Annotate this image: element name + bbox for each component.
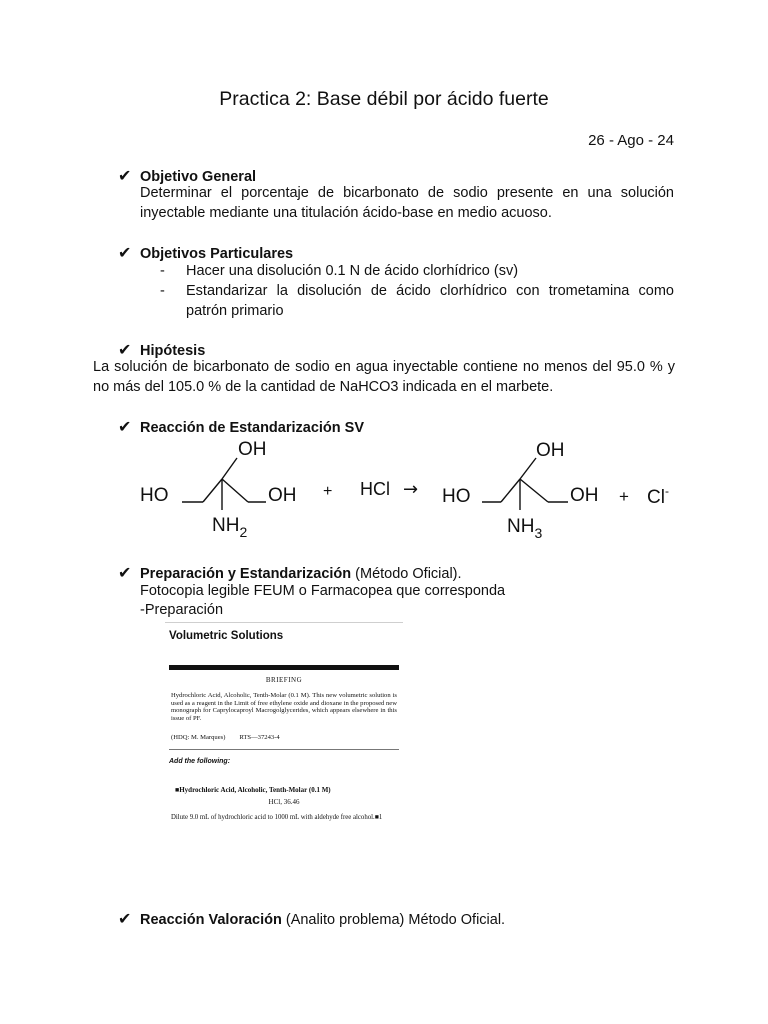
protonated-trometamine-structure — [482, 458, 568, 510]
checkmark-icon: ✔ — [118, 565, 132, 582]
scan-formula: HCl, 36.46 — [268, 798, 300, 806]
preparacion-line: Fotocopia legible FEUM o Farmacopea que corresponda — [140, 583, 506, 599]
list-item — [160, 281, 674, 321]
ho-left-label: HO — [442, 486, 471, 507]
section-reaccion-valoracion — [118, 909, 505, 929]
scan-hdq-text: (HDQ: M. Marques) — [171, 734, 226, 741]
divider — [169, 749, 399, 750]
section-heading: Hipótesis — [140, 343, 206, 359]
ho-left-label: HO — [140, 485, 169, 506]
section-heading-suffix: (Método Oficial). — [351, 566, 462, 582]
oh-right-label: OH — [570, 485, 599, 506]
section-heading: Objetivos Particulares — [140, 246, 294, 262]
reaction-arrow-icon: → — [403, 479, 419, 500]
scan-briefing-text: Hydrochloric Acid, Alcoholic, Tenth-Molar (0.1 M). This new volumetric solution is used as a reagent in the Limit of free ethylene oxide and dioxane in the proposed new monograph for Caprylocaproyl Macrogolglycerides, which appears elsewhere in this issue of PF. — [171, 692, 397, 722]
divider — [169, 665, 399, 670]
scan-dilute-text: Dilute 9.0 mL of hydrochloric acid to 1000 mL with aldehyde free alcohol.■1 — [171, 814, 383, 821]
hcl-label: HCl — [360, 479, 390, 499]
checkmark-icon: ✔ — [118, 911, 132, 928]
section-heading: Objetivo General — [140, 169, 257, 185]
objetivo-general-text: Determinar el porcentaje de bicarbonato de sodio presente en una solución inyectable mediante una titulación ácido-base en medio acuoso. — [140, 185, 674, 221]
chloride-superscript: - — [664, 484, 669, 498]
oh-right-label: OH — [268, 485, 297, 506]
checkmark-icon: ✔ — [118, 419, 132, 436]
section-heading: Reacción Valoración — [140, 912, 282, 928]
dash-bullet: - — [160, 283, 165, 299]
oh-top-label: OH — [536, 440, 565, 461]
pharmacopeia-photocopy — [165, 622, 403, 848]
section-heading: Preparación y Estandarización — [140, 566, 352, 582]
checkmark-icon: ✔ — [118, 245, 132, 262]
plus-sign: + — [619, 487, 629, 506]
scan-rts: RTS—37243-4 — [239, 734, 280, 741]
checkmark-icon: ✔ — [118, 342, 132, 359]
section-objetivos-particulares — [118, 243, 293, 263]
section-heading: Reacción de Estandarización SV — [140, 420, 365, 436]
section-heading-suffix: (Analito problema) Método Oficial. — [281, 912, 506, 928]
reaction-scheme — [130, 432, 690, 550]
scan-monograph-title: ■Hydrochloric Acid, Alcoholic, Tenth-Molar (0.1 M) — [175, 786, 331, 794]
scan-hdq — [171, 734, 280, 741]
list-item-text: Hacer una disolución 0.1 N de ácido clorhídrico (sv) — [186, 263, 519, 279]
list-item — [160, 261, 674, 281]
divider — [165, 622, 403, 623]
dash-bullet: - — [160, 263, 165, 279]
ammonium-label — [507, 516, 542, 541]
amine-subscript: 2 — [239, 524, 248, 540]
amine-text: NH — [507, 516, 535, 537]
scan-briefing-label: BRIEFING — [265, 676, 303, 684]
checkmark-icon: ✔ — [118, 168, 132, 185]
chloride-text: Cl — [647, 487, 665, 508]
trometamine-structure — [182, 458, 266, 510]
chloride-label — [647, 484, 669, 508]
amine-label — [212, 515, 247, 540]
date: 26 - Ago - 24 — [588, 132, 674, 149]
amine-subscript: 3 — [534, 525, 543, 541]
amine-text: NH — [212, 515, 240, 536]
plus-sign: + — [323, 483, 333, 500]
page-title: Practica 2: Base débil por ácido fuerte — [219, 88, 549, 110]
oh-top-label: OH — [238, 439, 267, 460]
preparacion-subheading: -Preparación — [140, 602, 224, 618]
scan-title: Volumetric Solutions — [169, 630, 284, 642]
hipotesis-text: La solución de bicarbonato de sodio en agua inyectable contiene no menos del 95.0 % y no más del 105.0 % de la cantidad de NaHCO3 indicada en el marbete. — [93, 359, 675, 395]
scan-add-following: Add the following: — [169, 758, 231, 765]
section-preparacion — [118, 563, 462, 583]
list-item-text: Estandarizar la disolución de ácido clorhídrico con trometamina como patrón primario — [186, 283, 674, 319]
